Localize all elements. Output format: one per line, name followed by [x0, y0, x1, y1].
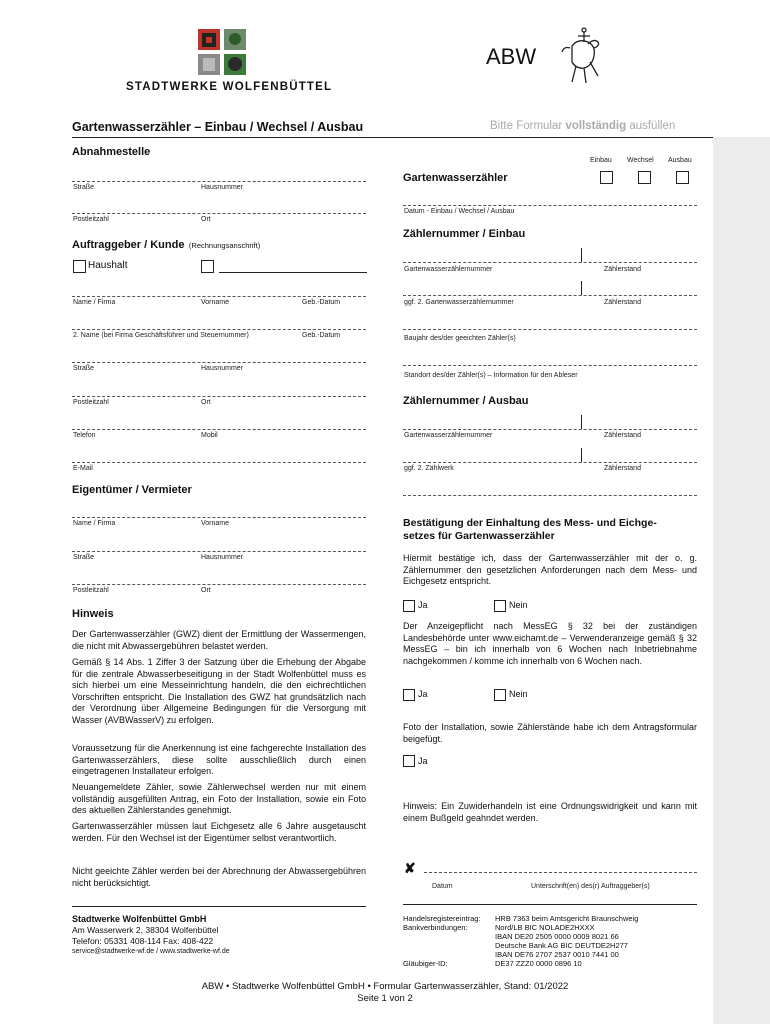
einbau-divider-1: [581, 248, 582, 262]
hinweis-p1: Der Gartenwasserzähler (GWZ) dient der Ermittlung der Wassermengen, die nicht mit Abwassergebühren belastet werden.: [72, 629, 366, 651]
bank-line-1: Nord/LB BIC NOLADE2HXXX: [495, 923, 595, 932]
eig-strasse-label: Straße: [73, 554, 95, 561]
footer-web: service@stadtwerke-wf.de / www.stadtwerke-wf.de: [72, 948, 230, 955]
eig-vorname-label: Vorname: [201, 520, 230, 527]
hinweis-p6: Nicht geeichte Zähler werden bei der Abrechnung der Abwassergebühren nicht berücksichtigt.: [72, 866, 366, 888]
zaehlwerk2-label: ggf. 2. Zählwerk: [404, 465, 454, 472]
ja-label-3: Ja: [418, 756, 428, 766]
abnahme-plz-line[interactable]: [72, 213, 366, 214]
baujahr-line[interactable]: [403, 329, 697, 330]
bestaetigung-p2: Der Anzeigepflicht nach MessEG § 32 bei der zuständigen Landesbehörde unter www.eichamt.de – Verwenderanzeige gemäß § 32 MessEG – bin ich innerhalb von 6 Wochen nach Inbetriebnahme nachgekommen / komme ich innerhalb von 6 Wochen nach.: [403, 621, 697, 666]
footer-rule-right: [403, 904, 697, 905]
nein-label-1: Nein: [509, 600, 528, 610]
auftraggeber-ort-label: Ort: [201, 399, 211, 406]
signature-datum: Datum: [432, 883, 453, 890]
auftraggeber-strasse-label: Straße: [73, 365, 95, 372]
einbau-stand2-label: Zählerstand: [604, 299, 641, 306]
auftraggeber-note: (Rechnungsanschrift): [188, 241, 261, 250]
ja-label-1: Ja: [418, 600, 428, 610]
telefon-label: Telefon: [73, 432, 96, 439]
wechsel-checkbox[interactable]: [638, 171, 651, 184]
abnahme-strasse-label: Straße: [73, 184, 95, 191]
name-firma-line[interactable]: [72, 296, 366, 297]
bestaetigung-heading-2: setzes für Gartenwasserzähler: [403, 530, 555, 542]
bank-line-2: IBAN DE20 2505 0000 0009 8021 66: [495, 932, 619, 941]
eig-ort-label: Ort: [201, 587, 211, 594]
col-wechsel: Wechsel: [627, 157, 654, 164]
einbau-checkbox[interactable]: [600, 171, 613, 184]
eig-street-line[interactable]: [72, 551, 366, 552]
einbau-heading: Zählernummer / Einbau: [403, 228, 526, 240]
hinweis-p4: Neuangemeldete Zähler, sowie Zählerwechsel werden nur mit einem vollständig ausgefüllten Antrag, ein Foto der Installation, sowie ein Foto des aktuellen Zählerstandes genehmigt.: [72, 782, 366, 815]
bank-line-4: IBAN DE76 2707 2537 0010 7441 00: [495, 950, 619, 959]
ausbau-stand2-label: Zählerstand: [604, 465, 641, 472]
footer-company: Stadtwerke Wolfenbüttel GmbH: [72, 914, 207, 924]
ausbau-nummer-label: Gartenwasserzählernummer: [404, 432, 493, 439]
abnahme-plz-label: Postleitzahl: [73, 216, 109, 223]
eig-name-label: Name / Firma: [73, 520, 116, 527]
datum-label: Datum - Einbau / Wechsel / Ausbau: [404, 208, 515, 215]
name2-label: 2. Name (bei Firma Geschäftsführer und Steuernummer): [73, 332, 249, 339]
abnahme-hausnummer-label: Hausnummer: [201, 184, 244, 191]
gwz-heading: Gartenwasserzähler: [403, 172, 508, 184]
signature-mark: ✘: [404, 860, 416, 876]
ja-checkbox-2[interactable]: [403, 689, 415, 701]
email-label: E-Mail: [73, 465, 93, 472]
abnahmestelle-heading: Abnahmestelle: [72, 146, 151, 158]
ausbau-divider-1: [581, 415, 582, 429]
nein-checkbox-2[interactable]: [494, 689, 506, 701]
ausbau-divider-2: [581, 448, 582, 462]
ausbau-stand-label: Zählerstand: [604, 432, 641, 439]
bestaetigung-p3: Foto der Installation, sowie Zählerstände habe ich dem Antragsformular beigefügt.: [403, 722, 697, 744]
zaehlwerk2-line[interactable]: [403, 462, 697, 463]
eig-plz-line[interactable]: [72, 584, 366, 585]
einbau-nummer-label: Gartenwasserzählernummer: [404, 266, 493, 273]
signature-line[interactable]: [424, 872, 697, 873]
einbau-nummer2-label: ggf. 2. Gartenwasserzählernummer: [404, 299, 514, 306]
bank-line-3: Deutsche Bank AG BIC DEUTDE2H277: [495, 941, 628, 950]
auftraggeber-hausnummer-label: Hausnummer: [201, 365, 244, 372]
other-customer-checkbox[interactable]: [201, 260, 214, 273]
einbau-stand-label: Zählerstand: [604, 266, 641, 273]
haushalt-label: Haushalt: [88, 260, 128, 271]
hr-label: Handelsregistereintrag:: [403, 914, 481, 923]
hinweis-p2: Gemäß § 14 Abs. 1 Ziffer 3 der Satzung über die Erhebung der Abgabe für die zentrale Abwasserbeseitigung in der Stadt Wolfenbüttel muss es sich hierbei um eine Messeinrichtung handeln, die den eichrechtlichen Vorschriften entspricht. Die Installation des GWZ hat grundsätzlich nach der Verordnung über Allgemeine Bedingungen für die Versorgung mit Wasser (AVBWasserV) zu erfolgen.: [72, 657, 366, 725]
fill-hint: [490, 120, 675, 132]
glaeubiger-label: Gläubiger-ID:: [403, 959, 448, 968]
haushalt-checkbox[interactable]: [73, 260, 86, 273]
email-line[interactable]: [72, 462, 366, 463]
geb-datum-label: Geb.-Datum: [302, 299, 341, 306]
vorname-label: Vorname: [201, 299, 230, 306]
auftraggeber-plz-line[interactable]: [72, 396, 366, 397]
auftraggeber-title: Auftraggeber / Kunde: [72, 239, 185, 251]
telefon-line[interactable]: [72, 429, 366, 430]
bestaetigung-p4: Hinweis: Ein Zuwiderhandeln ist eine Ordnungswidrigkeit und kann mit einem Bußgeld geahndet werden.: [403, 801, 697, 823]
hinweis-heading: Hinweis: [72, 608, 114, 620]
ausbau-extra-line[interactable]: [403, 495, 697, 496]
name-firma-label: Name / Firma: [73, 299, 116, 306]
einbau-nummer-line[interactable]: [403, 262, 697, 263]
bank-label: Bankverbindungen:: [403, 923, 468, 932]
ja-checkbox-3[interactable]: [403, 755, 415, 767]
hr-value: HRB 7363 beim Amtsgericht Braunschweig: [495, 914, 639, 923]
ausbau-heading: Zählernummer / Ausbau: [403, 395, 529, 407]
swb-name: STADTWERKE WOLFENBÜTTEL: [126, 81, 333, 93]
standort-label: Standort des/der Zähler(s) – Information für den Ableser: [404, 372, 578, 379]
abnahme-street-line[interactable]: [72, 181, 366, 182]
eigentuemer-heading: Eigentümer / Vermieter: [72, 484, 192, 496]
eig-name-line[interactable]: [72, 517, 366, 518]
glaeubiger-value: DE37 ZZZ0 0000 0896 10: [495, 959, 582, 968]
hinweis-p5: Gartenwasserzähler müssen laut Eichgesetz alle 6 Jahre ausgetauscht werden. Für den Wechsel ist der Eigentümer selbst verantwortlich.: [72, 821, 366, 843]
abw-logo-text: ABW: [486, 44, 537, 69]
title-rule: [72, 137, 713, 138]
hinweis-p3: Voraussetzung für die Anerkennung ist eine fachgerechte Installation des Gartenwasserzählers, diese sollte ausschließlich durch einen eingetragenen Installateur erfolgen.: [72, 743, 366, 776]
abw-horse-logo: [558, 26, 608, 88]
signature-unterschrift: Unterschrift(en) des(r) Auftraggeber(s): [531, 883, 650, 890]
nein-label-2: Nein: [509, 689, 528, 699]
bestaetigung-heading-1: Bestätigung der Einhaltung des Mess- und Eichge-: [403, 517, 657, 529]
ja-checkbox-1[interactable]: [403, 600, 415, 612]
baujahr-label: Baujahr des/der geeichten Zähler(s): [404, 335, 516, 342]
form-title: Gartenwasserzähler – Einbau / Wechsel / Ausbau: [72, 120, 364, 134]
fill-hint-pre: Bitte Formular: [490, 120, 566, 132]
nein-checkbox-1[interactable]: [494, 600, 506, 612]
other-customer-line[interactable]: [219, 272, 367, 273]
auftraggeber-heading: [72, 235, 260, 253]
fill-hint-post: ausfüllen: [626, 120, 676, 132]
footer-phone: Telefon: 05331 408-114 Fax: 408-422: [72, 936, 214, 946]
swb-logo: [195, 27, 251, 77]
col-ausbau: Ausbau: [668, 157, 692, 164]
page-footer-line-2: Seite 1 von 2: [357, 993, 413, 1004]
name2-line[interactable]: [72, 329, 366, 330]
einbau-divider-2: [581, 281, 582, 295]
abnahme-ort-label: Ort: [201, 216, 211, 223]
col-einbau: Einbau: [590, 157, 612, 164]
fill-hint-bold: vollständig: [565, 120, 627, 132]
auftraggeber-street-line[interactable]: [72, 362, 366, 363]
geb-datum2-label: Geb.-Datum: [302, 332, 341, 339]
ausbau-nummer-line[interactable]: [403, 429, 697, 430]
page-footer-line-1: ABW • Stadtwerke Wolfenbüttel GmbH • Formular Gartenwasserzähler, Stand: 01/2022: [201, 981, 569, 992]
datum-line[interactable]: [403, 205, 697, 206]
footer-rule-left: [72, 906, 366, 907]
auftraggeber-plz-label: Postleitzahl: [73, 399, 109, 406]
mobil-label: Mobil: [201, 432, 218, 439]
ja-label-2: Ja: [418, 689, 428, 699]
einbau-nummer2-line[interactable]: [403, 295, 697, 296]
standort-line[interactable]: [403, 365, 697, 366]
footer-address: Am Wasserwerk 2, 38304 Wolfenbüttel: [72, 925, 219, 935]
page-side-strip: [713, 137, 770, 1024]
eig-plz-label: Postleitzahl: [73, 587, 109, 594]
bestaetigung-p1: Hiermit bestätige ich, dass der Gartenwasserzähler mit der o. g. Zählernummer den gesetzlichen Anforderungen nach dem Mess- und Eichgesetz entspricht.: [403, 553, 697, 586]
ausbau-checkbox[interactable]: [676, 171, 689, 184]
eig-hausnummer-label: Hausnummer: [201, 554, 244, 561]
